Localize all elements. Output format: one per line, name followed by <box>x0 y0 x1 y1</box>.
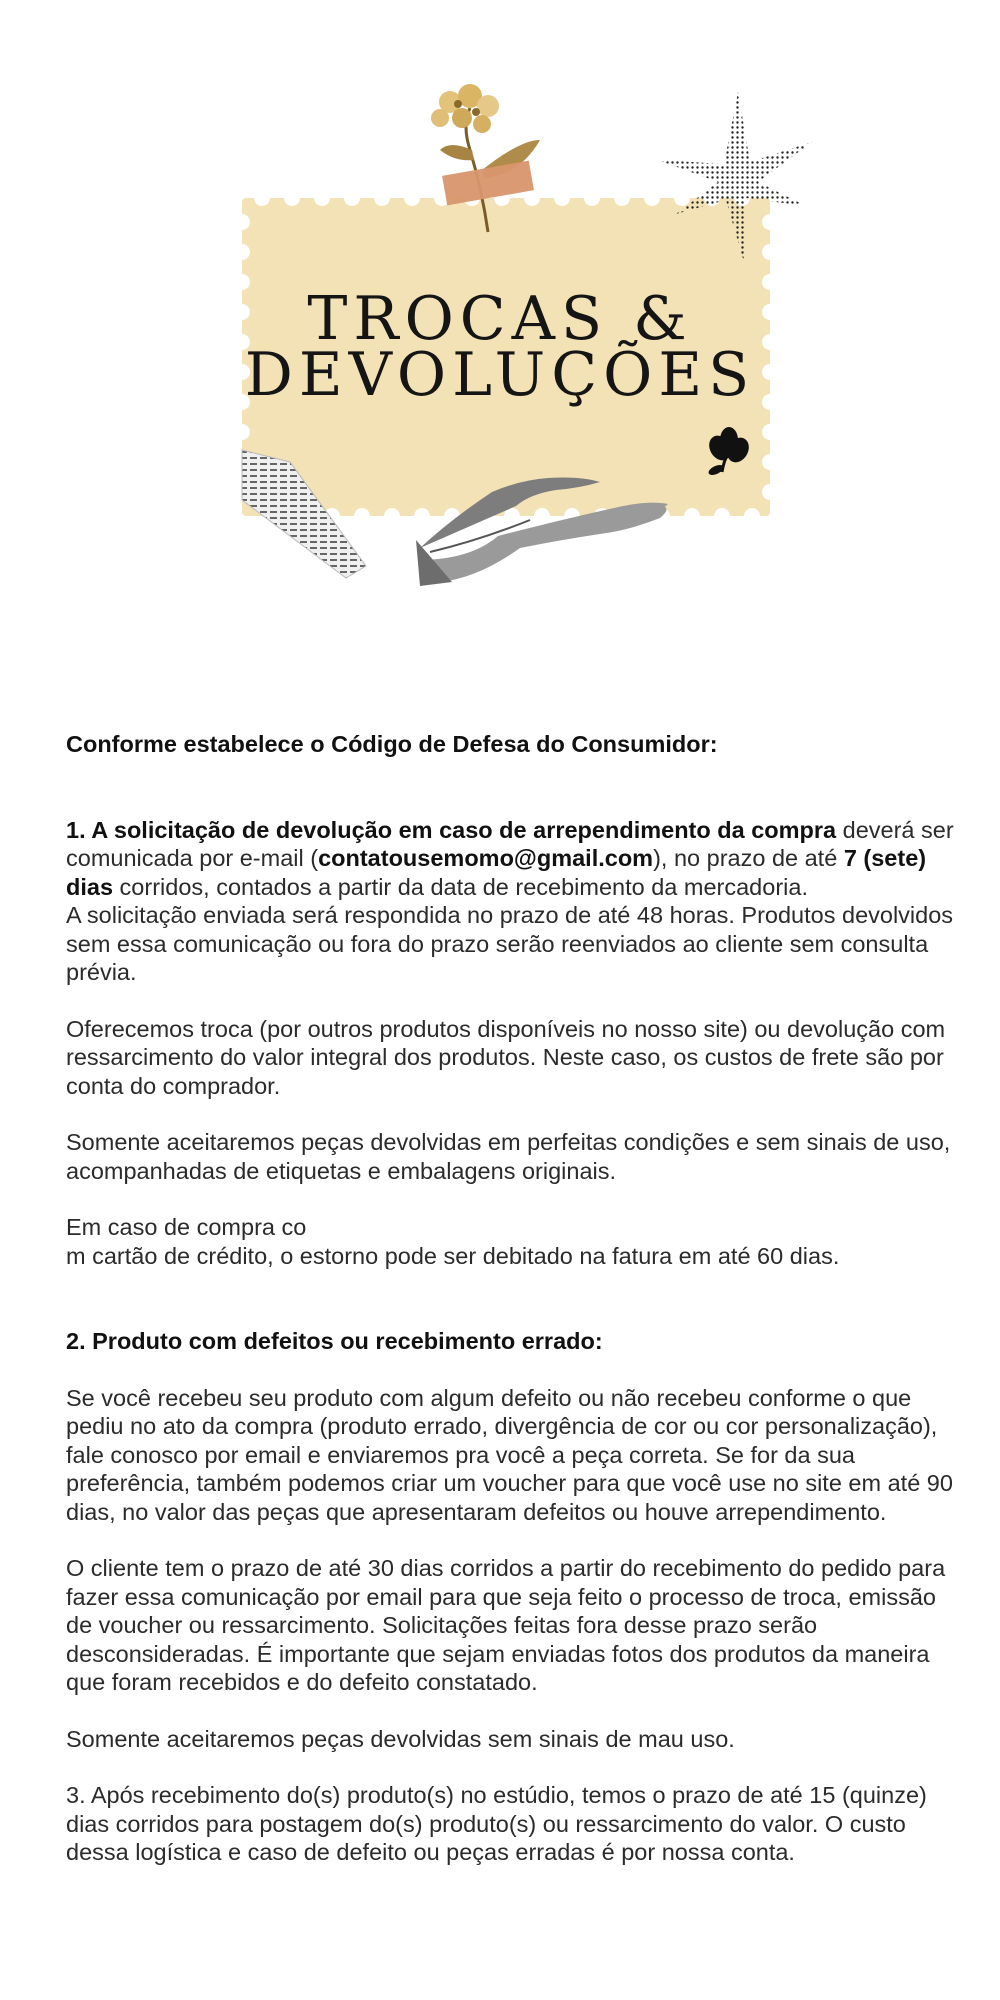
section1-text-d: A solicitação enviada será respondida no prazo de até 48 horas. Produtos devolvidos sem essa comunicação ou fora do prazo serão reenviados ao cliente sem consulta prévia. <box>66 902 954 985</box>
section1-exchange-paragraph: Oferecemos troca (por outros produtos disponíveis no nosso site) ou devolução com ressarcimento do valor integral dos produtos. Neste caso, os custos de frete são por conta do comprador. <box>66 1015 946 1099</box>
contact-email: contatousemomo@gmail.com <box>318 845 654 871</box>
section1-condition-paragraph: Somente aceitaremos peças devolvidas em perfeitas condições e sem sinais de uso, acompanhadas de etiquetas e embalagens originais. <box>66 1129 951 1184</box>
section1-text-c: corridos, contados a partir da data de recebimento da mercadoria. <box>113 873 808 900</box>
section2-condition-paragraph: Somente aceitaremos peças devolvidas sem sinais de mau uso. <box>66 1725 735 1752</box>
section1-text-a: deverá ser comunicada por e-mail ( <box>66 816 954 871</box>
section3-paragraph: 3. Após recebimento do(s) produto(s) no estúdio, temos o prazo de até 15 (quinze) dias corridos para postagem do(s) produto(s) ou ressarcimento do valor. O custo dessa logística e caso de defeito ou peças erradas é por nossa conta. <box>66 1782 927 1865</box>
refund-line1: Em caso de compra co <box>66 1214 307 1240</box>
hero-banner <box>0 0 1000 640</box>
policy-content <box>66 730 956 1867</box>
section2-deadline-paragraph: O cliente tem o prazo de até 30 dias corridos a partir do recebimento do pedido para fazer essa comunicação por email para que seja feito o processo de troca, emissão de voucher ou ressarcimento. Solicitações feitas fora desse prazo serão desconsideradas. É importante que sejam enviadas fotos dos produtos da maneira que foram recebidos e do defeito constatado. <box>66 1555 946 1695</box>
refund-line2: m cartão de crédito, o estorno pode ser debitado na fatura em até 60 dias. <box>66 1242 840 1269</box>
page-title-line2: DEVOLUÇÕES <box>244 340 756 410</box>
section1-refund-paragraph <box>66 1213 956 1270</box>
section2-heading: 2. Produto com defeitos ou recebimento errado: <box>66 1328 603 1354</box>
section1-paragraph <box>66 816 956 987</box>
deadline-text: 7 (sete) dias <box>66 845 927 900</box>
section1-lead: 1. A solicitação de devolução em caso de arrependimento da compra <box>66 816 837 843</box>
section2-defect-paragraph: Se você recebeu seu produto com algum defeito ou não recebeu conforme o que pediu no ato da compra (produto errado, divergência de cor ou cor personalização), fale conosco por email e enviaremos pra você a peça correta. Se for da sua preferência, também podemos criar um voucher para que você use no site em até 90 dias, no valor das peças que apresentaram defeitos ou houve arrependimento. <box>66 1384 953 1525</box>
page-title-line1: TROCAS & <box>307 284 693 354</box>
intro-heading: Conforme estabelece o Código de Defesa do Consumidor: <box>66 731 718 757</box>
section1-text-b: ), no prazo de até <box>653 845 844 871</box>
